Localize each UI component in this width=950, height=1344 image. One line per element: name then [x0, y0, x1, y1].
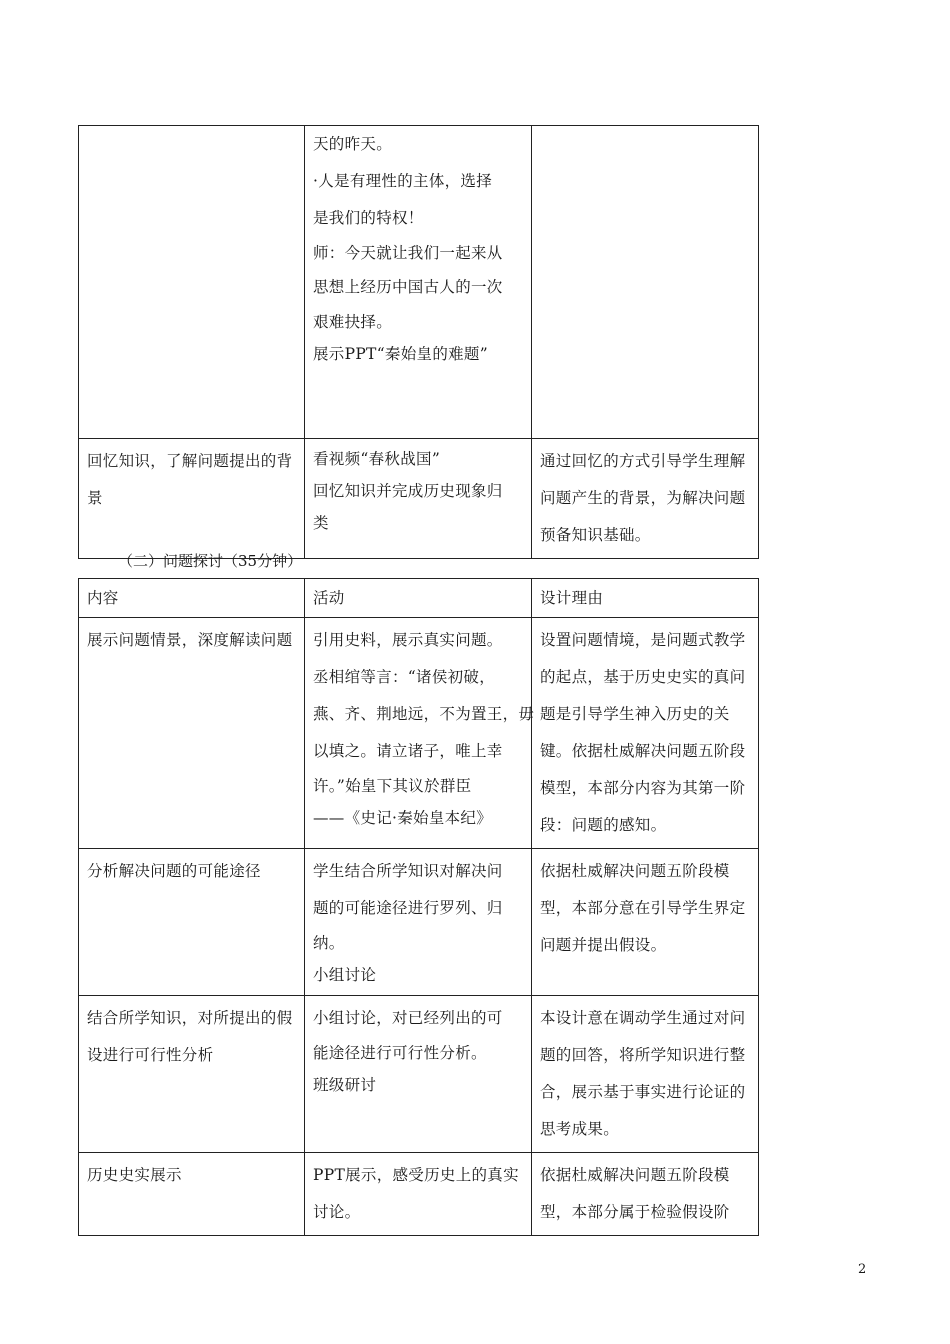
activity-cell: 看视频“春秋战国” 回忆知识并完成历史现象归 类 — [305, 439, 532, 559]
activity-cell: PPT展示，感受历史上的真实 讨论。 — [305, 1153, 532, 1236]
content-cell: 结合所学知识，对所提出的假设进行可行性分析 — [79, 996, 305, 1153]
content-cell: 回忆知识，了解问题提出的背景 — [79, 439, 305, 559]
table-row — [79, 849, 759, 996]
table-row — [79, 618, 759, 849]
table-row — [79, 1153, 759, 1236]
reason-cell: 依据杜威解决问题五阶段模型，本部分意在引导学生界定问题并提出假设。 — [532, 849, 759, 996]
section-title: （二）问题探讨（35分钟） — [118, 552, 303, 570]
table-row — [79, 126, 759, 439]
content-cell — [79, 126, 305, 439]
reason-cell: 依据杜威解决问题五阶段模型，本部分属于检验假设阶 — [532, 1153, 759, 1236]
reason-cell — [532, 126, 759, 439]
header-reason: 设计理由 — [532, 579, 759, 618]
content-cell: 展示问题情景，深度解读问题 — [79, 618, 305, 849]
activity-cell: 引用史料，展示真实问题。 丞相绾等言：“诸侯初破， 燕、齐、荆地远，不为置王，毋 以填之。请立诸子，唯上幸 许。”始皇下其议於群臣 ——《史记·秦始皇本纪》 — [305, 618, 532, 849]
activity-cell: 学生结合所学知识对解决问 题的可能途径进行罗列、归 纳。 小组讨论 — [305, 849, 532, 996]
reason-cell: 通过回忆的方式引导学生理解问题产生的背景，为解决问题预备知识基础。 — [532, 439, 759, 559]
content-cell: 历史史实展示 — [79, 1153, 305, 1236]
header-content: 内容 — [79, 579, 305, 618]
header-activity: 活动 — [305, 579, 532, 618]
page-number: 2 — [858, 1262, 867, 1277]
lesson-table-part1 — [78, 125, 759, 559]
table-row — [79, 996, 759, 1153]
table-header-row — [79, 579, 759, 618]
reason-cell: 本设计意在调动学生通过对问题的回答，将所学知识进行整合，展示基于事实进行论证的思考成果。 — [532, 996, 759, 1153]
activity-cell: 小组讨论，对已经列出的可 能途径进行可行性分析。 班级研讨 — [305, 996, 532, 1153]
content-cell: 分析解决问题的可能途径 — [79, 849, 305, 996]
lesson-table-part2 — [78, 578, 759, 1236]
table-row — [79, 439, 759, 559]
reason-cell: 设置问题情境，是问题式教学的起点，基于历史史实的真问题是引导学生神入历史的关键。依据杜威解决问题五阶段模型，本部分内容为其第一阶段：问题的感知。 — [532, 618, 759, 849]
activity-cell: 天的昨天。 ·人是有理性的主体，选择 是我们的特权！ 师：今天就让我们一起来从 思想上经历中国古人的一次 艰难抉择。 展示PPT“秦始皇的难题” — [305, 126, 532, 439]
